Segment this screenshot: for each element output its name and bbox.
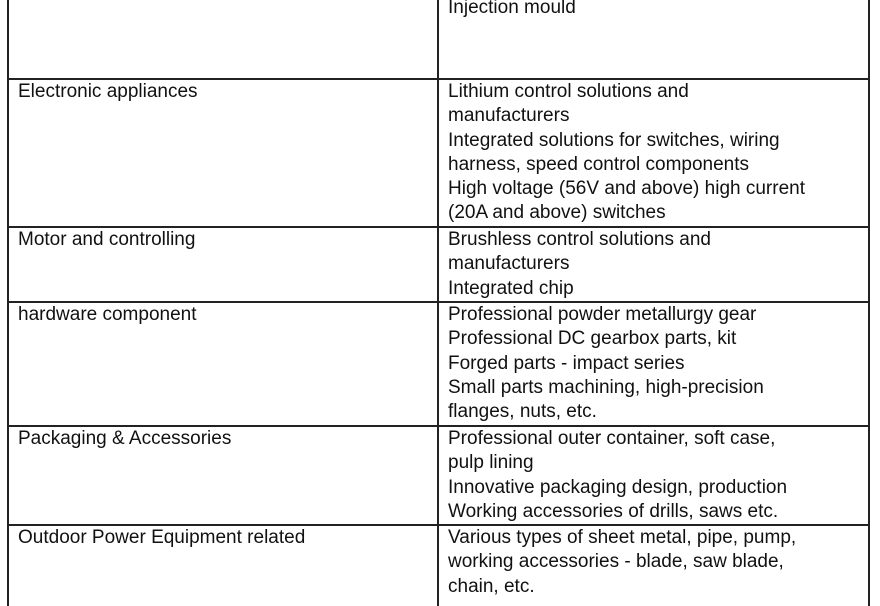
table-row <box>9 0 868 79</box>
provider-line: Various types of sheet metal, pipe, pump, <box>448 527 797 549</box>
provider-line: Small parts machining, high-precision <box>448 376 764 398</box>
provider-line: working accessories - blade, saw blade, <box>448 551 784 573</box>
provider-cell <box>438 426 868 525</box>
provider-line: Brushless control solutions and <box>448 229 711 250</box>
category-cell: Motor and controlling <box>9 227 438 302</box>
category-cell: hardware component <box>9 302 438 426</box>
provider-line: Forged parts - impact series <box>448 352 685 374</box>
provider-line: pulp lining <box>448 452 534 474</box>
provider-line: manufacturers <box>448 105 570 127</box>
provider-cell <box>438 227 868 302</box>
category-cell: Electronic appliances <box>9 79 438 227</box>
provider-line: chain, etc. <box>448 575 535 597</box>
provider-cell <box>438 302 868 426</box>
table-row <box>9 525 868 606</box>
provider-cell <box>438 525 868 606</box>
provider-line: Professional outer container, soft case, <box>448 428 776 449</box>
table-row <box>9 426 868 525</box>
provider-line: Lithium control solutions and <box>448 81 689 102</box>
provider-line: Professional DC gearbox parts, kit <box>448 328 737 350</box>
table-row <box>9 227 868 302</box>
category-cell: Outdoor Power Equipment related <box>9 525 438 606</box>
provider-line: Innovative packaging design, production <box>448 476 788 498</box>
provider-line: Integrated solutions for switches, wiring <box>448 129 780 151</box>
provider-line: Professional powder metallurgy gear <box>448 304 757 325</box>
provider-line: (20A and above) switches <box>448 202 666 224</box>
category-cell <box>9 0 438 79</box>
provider-line: flanges, nuts, etc. <box>448 401 597 423</box>
provider-cell <box>438 0 868 79</box>
provider-cell <box>438 79 868 227</box>
table-row <box>9 79 868 227</box>
provider-line: High voltage (56V and above) high current <box>448 178 806 200</box>
provider-line: manufacturers <box>448 253 570 275</box>
supplier-category-table <box>9 0 868 606</box>
table-row <box>9 302 868 426</box>
supplier-category-table-container <box>7 0 870 606</box>
category-cell: Packaging & Accessories <box>9 426 438 525</box>
provider-line: harness, speed control components <box>448 153 750 175</box>
provider-line: Integrated chip <box>448 277 574 299</box>
provider-line: Injection mould <box>448 0 576 18</box>
provider-line: Working accessories of drills, saws etc. <box>448 500 779 522</box>
